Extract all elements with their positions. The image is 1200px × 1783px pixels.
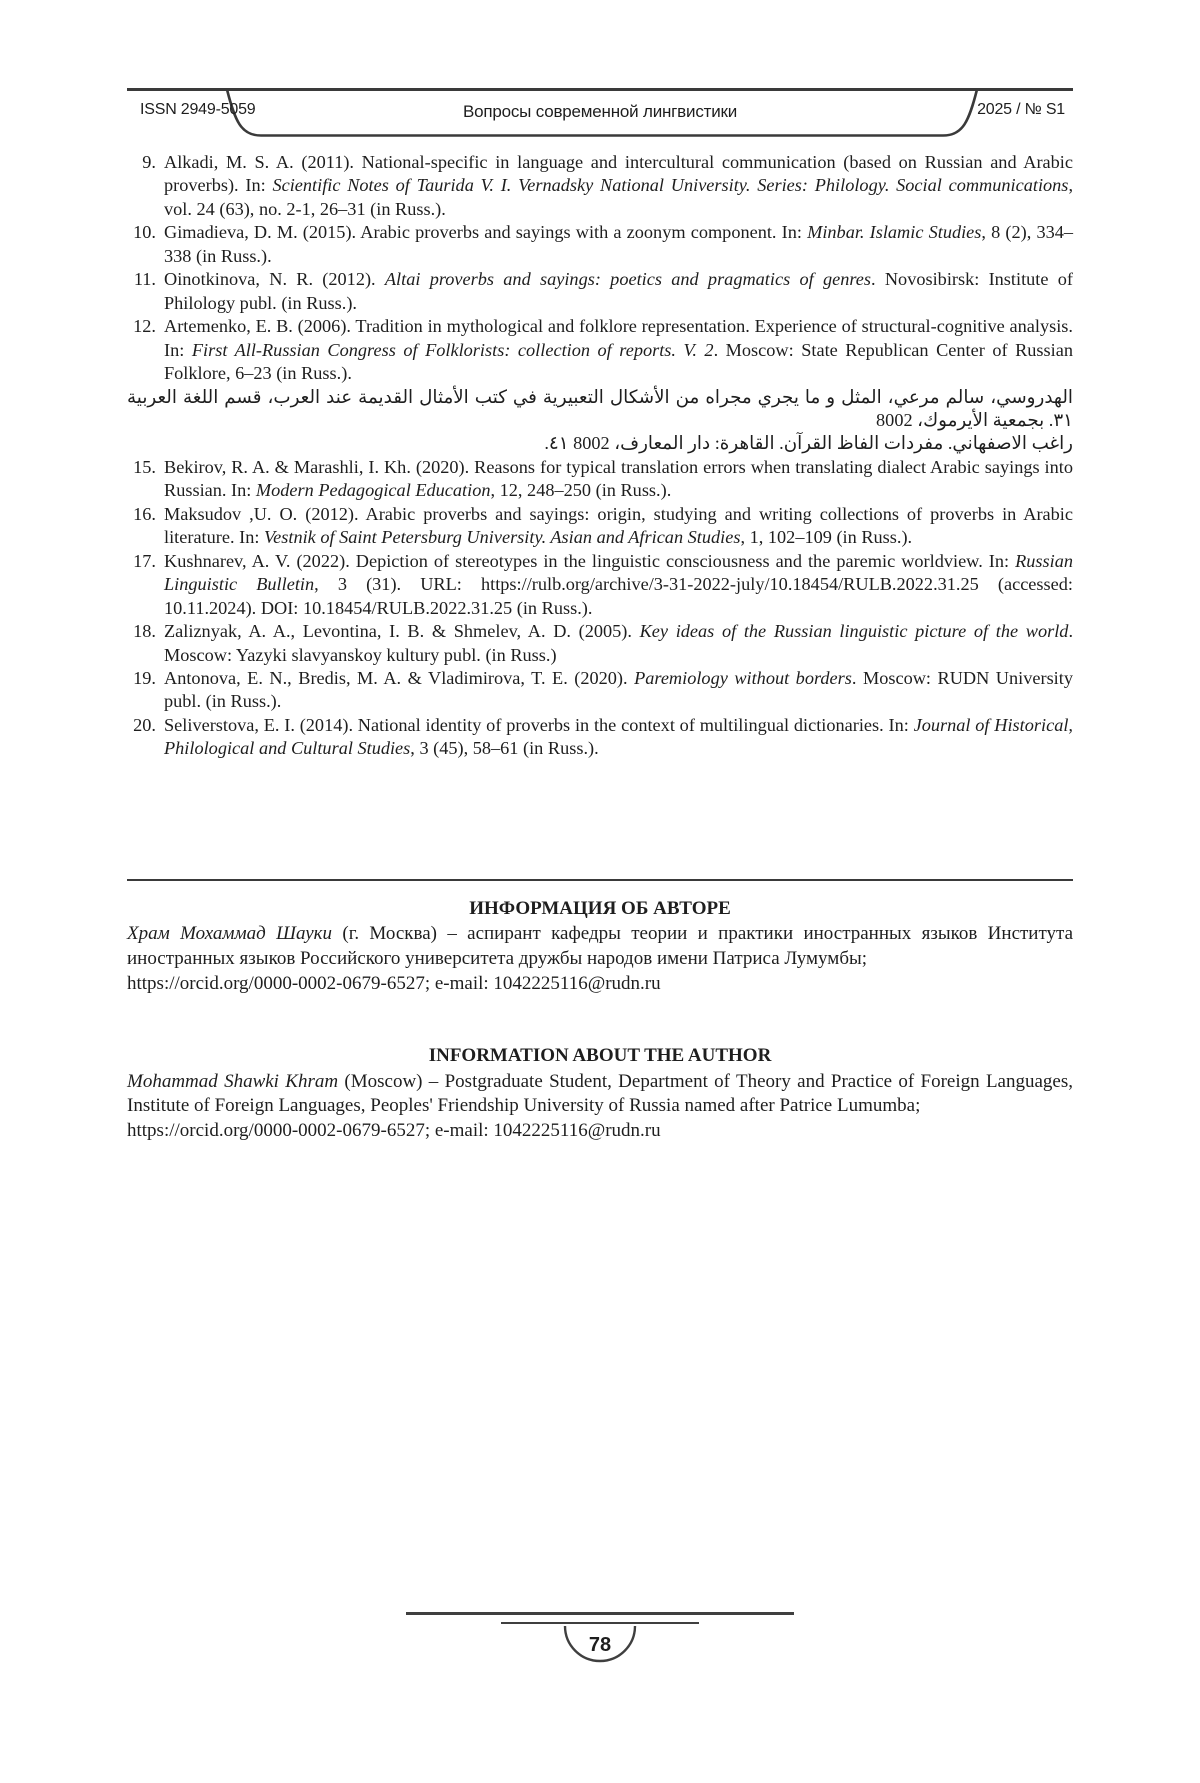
author-info-en-contact: https://orcid.org/0000-0002-0679-6527; e-mail: 1042225116@rudn.ru (127, 1119, 661, 1141)
journal-header (127, 88, 1073, 138)
text-segment: . Moscow: State Republican Center of Russian Folklore, 6–23 (in Russ.). (164, 339, 1073, 384)
reference-item (127, 432, 1073, 455)
text-segment: Paremiology without borders (634, 667, 852, 688)
text-segment: , 12, 248–250 (in Russ.). (490, 480, 672, 501)
reference-number: 10. (133, 222, 156, 243)
reference-number: 20. (133, 714, 156, 735)
text-segment: , vol. 24 (63), no. 2-1, 26–31 (in Russ.). (164, 175, 1074, 219)
reference-number: 11. (133, 269, 156, 290)
author-info-en-section (0, 1044, 1200, 1143)
text-segment: Maksudov ,U. O. (2012). Arabic proverbs and sayings: origin, studying and writing collections of proverbs in Arabic literature. In: (164, 503, 1073, 548)
reference-item (127, 503, 1073, 550)
issue-label: 2025 / № S1 (977, 101, 1065, 118)
text-segment: Храм Мохаммад Шауки (127, 923, 333, 945)
reference-item (127, 386, 1073, 433)
text-segment: Key ideas of the Russian linguistic picture of the world (639, 621, 1069, 642)
text-segment: Vestnik of Saint Petersburg University. Asian and African Studies (264, 527, 741, 548)
text-segment: راغب الاصفهاني. مفردات الفاظ القرآن. القاهرة: دار المعارف، 8002 ٤١. (544, 433, 1073, 454)
text-segment: Minbar. Islamic Studies (807, 222, 982, 243)
text-segment: Altai proverbs and sayings: poetics and pragmatics of genres (384, 269, 872, 290)
text-segment: Alkadi, M. S. A. (2011). National-specific in language and intercultural communication (based on Russian and Arabic proverbs). In: (164, 152, 1073, 196)
text-segment: Zaliznyak, A. A., Levontina, I. B. & Shmelev, A. D. (2005). (164, 621, 640, 642)
issn-label: ISSN 2949-5059 (140, 101, 256, 118)
references-list (127, 151, 1073, 761)
text-segment: (г. Москва) – аспирант кафедры теории и практики иностранных языков Института иностранных языков Российского университета дружбы народов имени Патриса Лумумбы; (127, 923, 1074, 969)
text-segment: Mohammad Shawki Khram (127, 1070, 339, 1092)
text-segment: Journal of Historical, Philological and Cultural Studies (164, 714, 1073, 759)
journal-title: Вопросы современной лингвистики (462, 102, 738, 121)
section-divider (127, 879, 1073, 881)
text-segment: . Novosibirsk: Institute of Philology publ. (in Russ.). (164, 269, 1073, 313)
text-segment: . Moscow: RUDN University publ. (in Russ.). (164, 667, 1073, 712)
author-info-ru-contact: https://orcid.org/0000-0002-0679-6527; e-mail: 1042225116@rudn.ru (127, 972, 661, 994)
text-segment: , 3 (31). URL: https://rulb.org/archive/3-31-2022-july/10.18454/RULB.2022.31.25 (accessed: 10.11.2024). DOI: 10.18454/RULB.2022.31.25 (in Russ.). (164, 574, 1073, 618)
reference-item (127, 714, 1073, 761)
text-segment: Russian Linguistic Bulletin (164, 550, 1073, 595)
text-segment: Scientific Notes of Taurida V. I. Vernadsky National University. Series: Philology. Social communications (272, 175, 1069, 196)
reference-number: 16. (133, 503, 156, 524)
author-info-ru-heading: ИНФОРМАЦИЯ ОБ АВТОРЕ (469, 897, 731, 919)
reference-item (127, 550, 1073, 620)
reference-item (127, 151, 1073, 221)
text-segment: Modern Pedagogical Education (255, 480, 491, 501)
text-segment: , 3 (45), 58–61 (in Russ.). (410, 738, 599, 759)
footer-rule-long (406, 1612, 794, 1615)
page-number: 78 (588, 1634, 612, 1656)
text-segment: Kushnarev, A. V. (2022). Depiction of stereotypes in the linguistic consciousness and the paremic worldview. In: (164, 550, 1016, 571)
author-info-en-heading: INFORMATION ABOUT THE AUTHOR (428, 1045, 772, 1067)
author-info-ru-paragraph (127, 922, 1073, 971)
text-segment: Oinotkinova, N. R. (2012). (164, 269, 385, 290)
reference-item (127, 315, 1073, 385)
author-info-en-paragraph (127, 1070, 1073, 1119)
text-segment: الهدروسي، سالم مرعي، المثل و ما يجري مجراه من الأشكال التعبيرية في كتب الأمثال القديمة عند العرب، قسم اللغة العربية ٣١. بجمعية الأيرموك، 8002 (127, 386, 1073, 430)
reference-item (127, 221, 1073, 268)
text-segment: Gimadieva, D. M. (2015). Arabic proverbs and sayings with a zoonym component. In: (164, 222, 808, 243)
text-segment: . Moscow: Yazyki slavyanskoy kultury publ. (in Russ.) (164, 621, 1074, 665)
text-segment: , 1, 102–109 (in Russ.). (740, 527, 913, 548)
reference-number: 15. (133, 456, 156, 477)
reference-number: 19. (133, 667, 156, 688)
text-segment: , 8 (2), 334–338 (in Russ.). (164, 222, 1074, 266)
reference-number: 17. (133, 550, 156, 571)
page-footer (0, 1612, 1200, 1667)
reference-item (127, 667, 1073, 714)
text-segment: (Moscow) – Postgraduate Student, Department of Theory and Practice of Foreign Languages, Institute of Foreign Languages, Peoples' Friendship University of Russia named after Patrice Lumumba; (127, 1070, 1073, 1117)
reference-item (127, 620, 1073, 667)
author-info-ru-section (0, 897, 1200, 996)
text-segment: First All-Russian Congress of Folklorists: collection of reports. V. 2 (191, 339, 714, 360)
reference-number: 18. (133, 621, 156, 642)
page-number-arc (558, 1625, 642, 1667)
reference-number: 12. (133, 316, 156, 337)
reference-item (127, 268, 1073, 315)
text-segment: Artemenko, E. B. (2006). Tradition in mythological and folklore representation. Experience of structural-cognitive analysis. In: (164, 316, 1073, 360)
footer-rule-short (501, 1622, 699, 1625)
text-segment: Bekirov, R. A. & Marashli, I. Kh. (2020). Reasons for typical translation errors when translating dialect Arabic sayings into Russian. In: (164, 456, 1073, 501)
reference-item (127, 456, 1073, 503)
reference-number: 9. (142, 152, 156, 172)
text-segment: Antonova, E. N., Bredis, M. A. & Vladimirova, T. E. (2020). (164, 667, 635, 688)
text-segment: Seliverstova, E. I. (2014). National identity of proverbs in the context of multilingual dictionaries. In: (164, 714, 914, 735)
